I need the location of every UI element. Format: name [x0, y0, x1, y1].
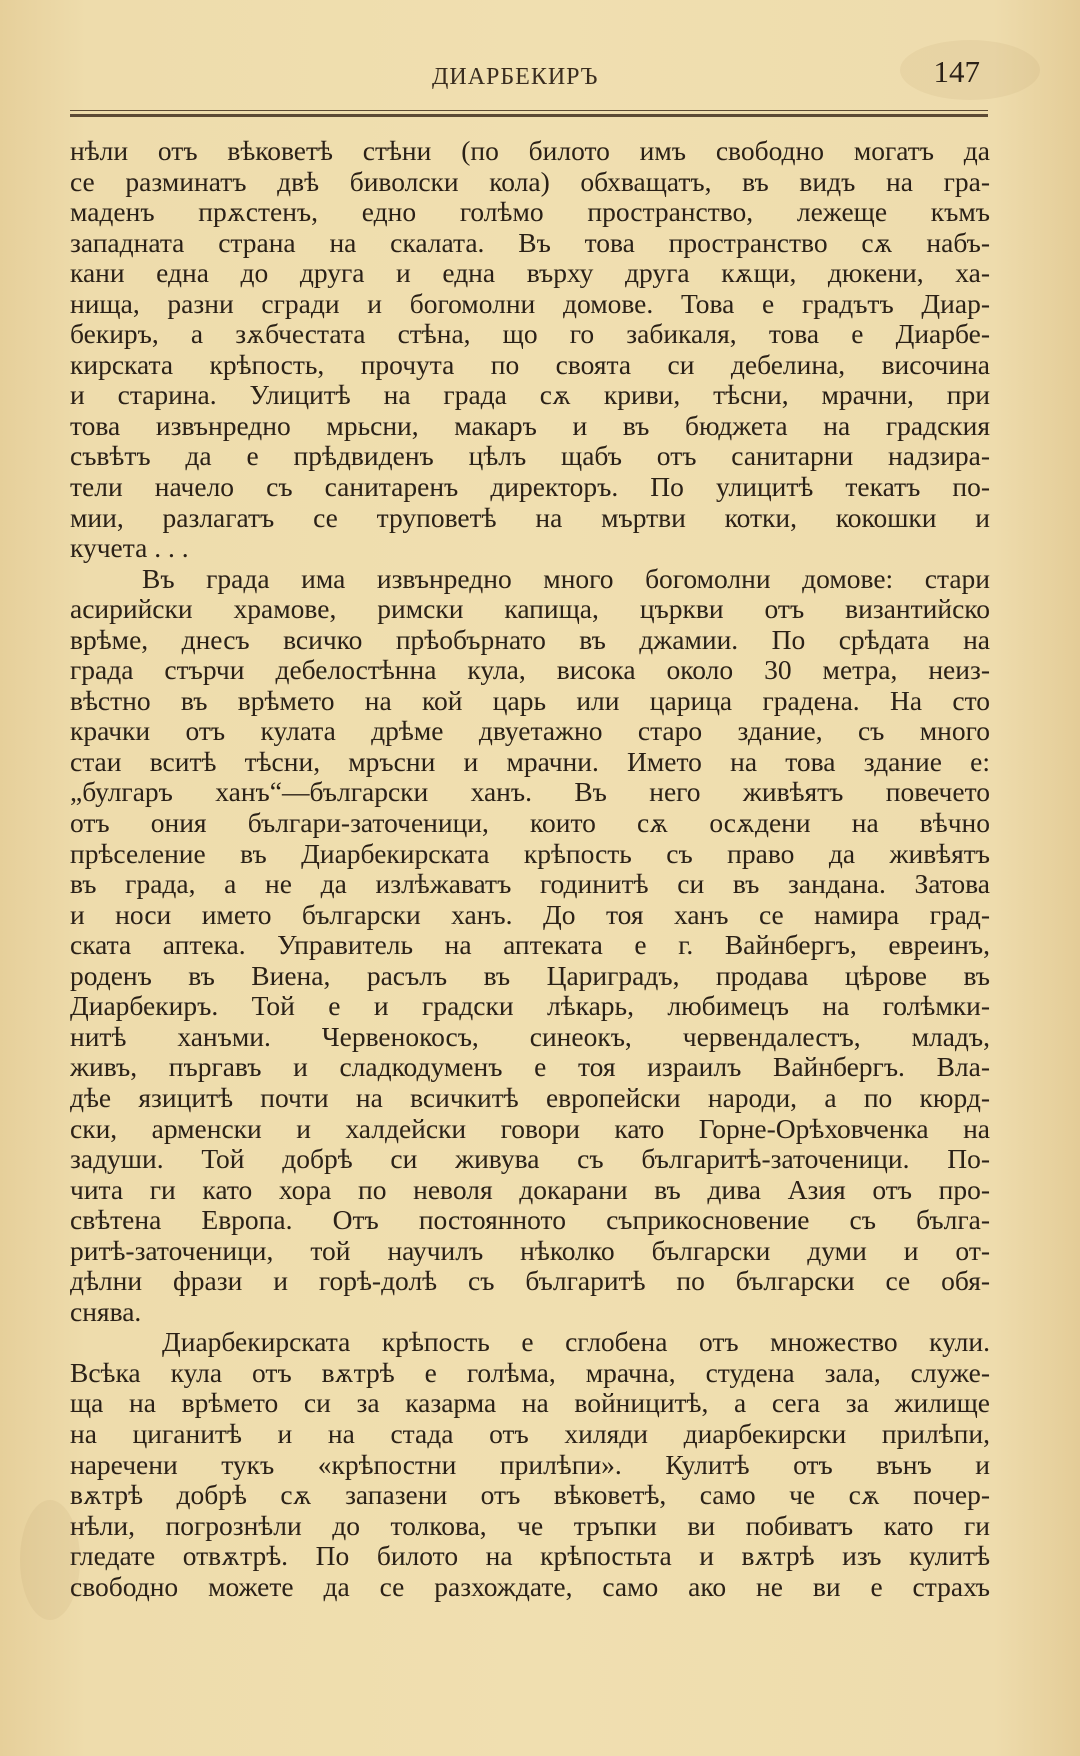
- text-line: ски, арменски и халдейски говори като Горне-Орѣховченка на: [70, 1113, 990, 1144]
- text-line: прѣселение въ Диарбекирската крѣпость съ право да живѣятъ: [70, 838, 990, 869]
- text-line: въ града, а не да излѣжаватъ годинитѣ си въ зандана. Затова: [70, 869, 990, 900]
- paragraph: [70, 564, 990, 1328]
- text-line: снява.: [70, 1296, 142, 1327]
- text-line: бекиръ, а зѫбчестата стѣна, що го забикаля, това е Диарбе-: [70, 319, 990, 350]
- running-title: ДИАРБЕКИРЪ: [432, 64, 599, 90]
- text-line: Диарбекиръ. Той е и градски лѣкарь, любимецъ на голѣмки-: [70, 991, 990, 1022]
- text-line: на циганитѣ и на стада отъ хиляди диарбекирски прилѣпи,: [70, 1418, 990, 1449]
- text-line: наречени тукъ «крѣпостни прилѣпи». Кулитѣ отъ вънъ и: [70, 1449, 990, 1480]
- text-line: задуши. Той добрѣ си живува съ българитѣ-заточеници. По-: [70, 1144, 990, 1175]
- paragraph: [70, 136, 990, 564]
- text-line: „булгаръ ханъ“—български ханъ. Въ него живѣятъ повечето: [70, 777, 990, 808]
- text-line: Всѣка кула отъ вѫтрѣ е голѣма, мрачна, студена зала, служе-: [70, 1357, 990, 1388]
- text-line: града стърчи дебелостѣнна кула, висока около 30 метра, неиз-: [70, 655, 990, 686]
- body-text: [70, 136, 990, 1602]
- text-line: чита ги като хора по неволя докарани въ дива Азия отъ про-: [70, 1174, 990, 1205]
- header-rule-thick: [70, 114, 988, 117]
- text-line: стаи вситѣ тѣсни, мръсни и мрачни. Името на това здание е:: [70, 746, 990, 777]
- text-line: ската аптека. Управитель на аптеката е г. Вайнбергъ, евреинъ,: [70, 930, 990, 961]
- text-line: кани една до друга и една върху друга кѫщи, дюкени, ха-: [70, 258, 990, 289]
- text-line: нитѣ ханъми. Червенокосъ, синеокъ, червендалестъ, младъ,: [70, 1021, 990, 1052]
- text-line: нѣли отъ вѣковетѣ стѣни (по билото имъ свободно могатъ да: [70, 136, 990, 166]
- text-line: ща на врѣмето си за казарма на войницитѣ, а сега за жилище: [70, 1388, 990, 1419]
- page-number: 147: [933, 54, 980, 89]
- text-line: нища, разни сгради и богомолни домове. Това е градътъ Диар-: [70, 288, 990, 319]
- text-line: съвѣтъ да е прѣдвиденъ цѣлъ щабъ отъ санитарни надзира-: [70, 441, 990, 472]
- text-line: свободно можете да се разхождате, само ако не ви е страхъ: [70, 1571, 990, 1602]
- text-line: гледате отвѫтрѣ. По билото на крѣпостьта и вѫтрѣ изъ кулитѣ: [70, 1541, 990, 1572]
- text-line: вѫтрѣ добрѣ сѫ запазени отъ вѣковетѣ, само че сѫ почер-: [70, 1480, 990, 1511]
- header-rule-thin: [70, 110, 988, 111]
- text-line: вѣстно въ врѣмето на кой царь или царица градена. На сто: [70, 685, 990, 716]
- text-line: кирската крѣпость, прочута по своята си дебелина, височина: [70, 349, 990, 380]
- text-line: врѣме, днесъ всичко прѣобърнато въ джамии. По срѣдата на: [70, 624, 990, 655]
- text-line: свѣтена Европа. Отъ постоянното съприкосновение съ бълга-: [70, 1205, 990, 1236]
- text-line: роденъ въ Виена, расълъ въ Цариградъ, продава цѣрове въ: [70, 960, 990, 991]
- text-line: дѣлни фрази и горѣ-долѣ съ българитѣ по български се обя-: [70, 1266, 990, 1297]
- text-line: Въ града има извънредно много богомолни домове: стари: [142, 563, 990, 594]
- text-line: крачки отъ кулата дрѣме двуетажно старо здание, съ много: [70, 716, 990, 747]
- text-line: асирийски храмове, римски капища, църкви отъ византийско: [70, 594, 990, 625]
- text-line: ритѣ-заточеници, той научилъ нѣколко български думи и от-: [70, 1235, 990, 1266]
- text-line: това извънредно мрьсни, макаръ и въ бюджета на градския: [70, 410, 990, 441]
- text-line: нѣли, погрознѣли до толкова, че тръпки ви побиватъ като ги: [70, 1510, 990, 1541]
- text-line: западната страна на скалата. Въ това пространство сѫ набъ-: [70, 227, 990, 258]
- text-line: живъ, пъргавъ и сладкодуменъ е тоя израилъ Вайнбергъ. Вла-: [70, 1052, 990, 1083]
- text-line: и старина. Улицитѣ на града сѫ криви, тѣсни, мрачни, при: [70, 380, 990, 411]
- text-line: мии, разлагатъ се труповетѣ на мъртви котки, кокошки и: [70, 502, 990, 533]
- text-line: се разминатъ двѣ биволски кола) обхващатъ, въ видъ на гра-: [70, 166, 990, 197]
- text-line: Диарбекирската крѣпость е сглобена отъ множество кули.: [162, 1327, 990, 1358]
- text-line: отъ ония българи-заточеници, които сѫ осѫдени на вѣчно: [70, 808, 990, 839]
- text-line: и носи името български ханъ. До тоя ханъ се намира град-: [70, 899, 990, 930]
- paragraph: [70, 1327, 990, 1602]
- text-line: маденъ прѫстенъ, едно голѣмо пространство, лежеще къмъ: [70, 197, 990, 228]
- page-header: [70, 50, 990, 96]
- text-line: тели начело съ санитаренъ директоръ. По улицитѣ текатъ по-: [70, 472, 990, 503]
- text-line: кучета . . .: [70, 533, 189, 564]
- text-line: дѣе язицитѣ почти на всичкитѣ европейски народи, а по кюрд-: [70, 1082, 990, 1113]
